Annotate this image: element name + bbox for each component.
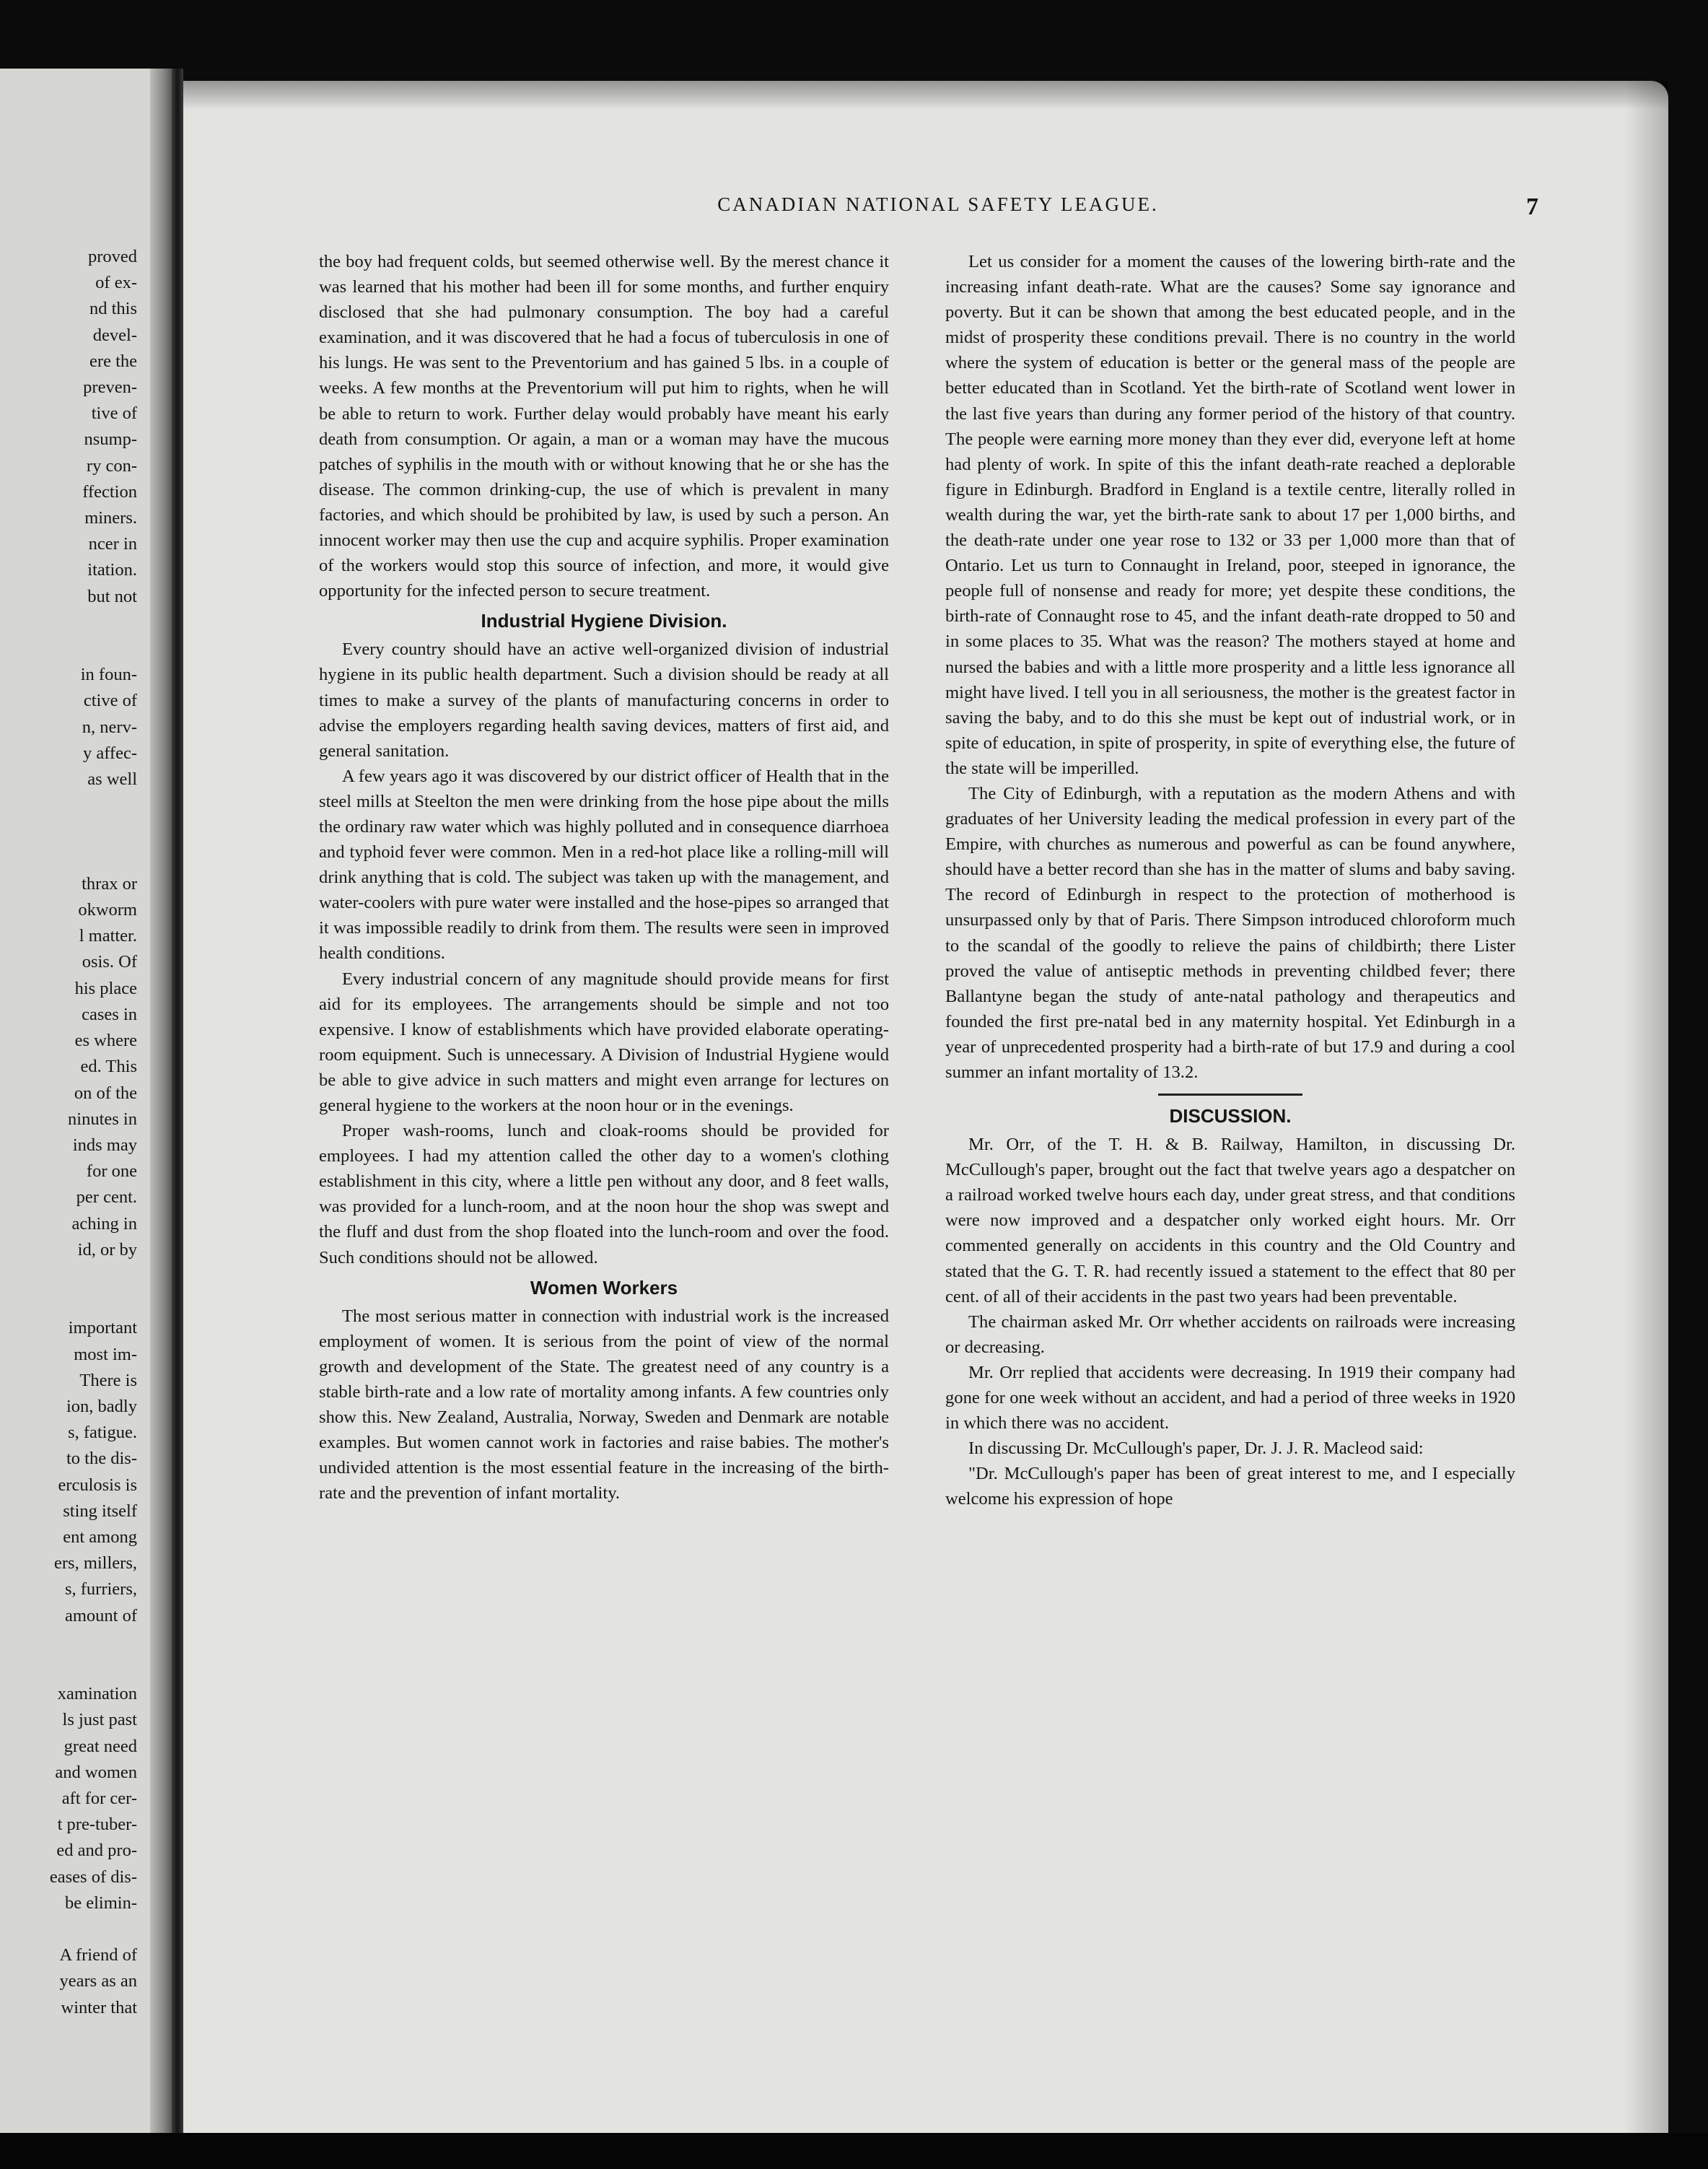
facing-page-line: ffection xyxy=(82,481,137,502)
facing-page-line: sting itself xyxy=(63,1501,137,1521)
facing-page-line: s, fatigue. xyxy=(68,1423,137,1443)
facing-page-line: n, nerv- xyxy=(82,717,137,737)
facing-page-line: as well xyxy=(87,769,137,790)
facing-page-line: ed and pro- xyxy=(56,1841,137,1861)
facing-page-line: osis. Of xyxy=(82,952,137,972)
facing-page-line: okworm xyxy=(78,900,137,920)
facing-page-line: thrax or xyxy=(82,873,137,894)
facing-page-line: tive of xyxy=(91,403,137,424)
paragraph: the boy had frequent colds, but seemed otherwise well. By the merest chance it was learned that his mother had been ill for some months, and further enquiry disclosed that she had pulmonary consumption. The boy had a careful examination, and it was discovered that he had a focus of tuberculosis in one of his lungs. He was sent to the Preventorium and has gained 5 lbs. in a couple of weeks. A few months at the Preventorium will put him to rights, when he will be able to return to work. Further delay would probably have meant his early death from consumption. Or again, a man or a woman may have the mucous patches of syphilis in the mouth with or without knowing that he or she has the disease. The common drinking-cup, the use of which is prevalent in many factories, and which should be prohibited by law, is used by such a person. An innocent worker may then use the cup and acquire syphilis. Proper examination of the workers would stop this source of infection, and more, it would give opportunity for the infected person to secure treatment. xyxy=(319,252,889,601)
paragraph: In discussing Dr. McCullough's paper, Dr. J. J. R. Macleod said: xyxy=(968,1439,1424,1459)
facing-page xyxy=(0,69,172,2133)
facing-page-line: for one xyxy=(86,1161,137,1182)
facing-page-line xyxy=(0,636,172,662)
facing-page-gutter xyxy=(150,69,172,2133)
facing-page-line: in foun- xyxy=(80,665,137,685)
paragraph: The most serious matter in connection with industrial work is the increased employment of women. It is serious from the point of view of the normal growth and development of the State. The greatest need of any country is a stable birth-rate and a low rate of mortality among infants. A few countries only show this. New Zealand, Australia, Norway, Sweden and Denmark are notable examples. But women cannot work in factories and raise babies. The mother's undivided attention is the most essential feature in the increasing of the birth-rate and the prevention of infant mortality. xyxy=(319,1306,889,1504)
facing-page-line: his place xyxy=(74,978,137,998)
facing-page-line: preven- xyxy=(83,377,137,398)
facing-page-line: great need xyxy=(63,1736,137,1756)
column-right xyxy=(945,249,1515,1512)
page-side-shadow xyxy=(1625,81,1668,2133)
facing-page-line xyxy=(0,1629,172,1655)
facing-page-line: proved xyxy=(87,247,137,266)
section-divider xyxy=(1158,1094,1302,1096)
facing-page-line: amount of xyxy=(64,1605,137,1625)
facing-page-line: t pre-tuber- xyxy=(57,1815,137,1835)
facing-page-line: ry con- xyxy=(86,455,137,476)
facing-page-line: nd this xyxy=(89,299,137,319)
facing-page-line: ed. This xyxy=(80,1057,137,1077)
page-edge-shadow xyxy=(183,81,1668,110)
facing-page-line: winter that xyxy=(61,1997,137,2017)
facing-page-line xyxy=(0,793,172,819)
paragraph: Every industrial concern of any magnitude should provide means for first aid for its employees. The arrangements should be simple and not too expensive. I know of establishments which have provided elaborate operating-room equipment. Such is unnecessary. A Division of Industrial Hygiene would be able to give advice in such matters and might even arrange for lectures on general hygiene to the workers at the noon hour or in the evenings. xyxy=(319,969,889,1115)
facing-page-line xyxy=(0,1289,172,1315)
facing-page-line: ncer in xyxy=(88,534,137,554)
facing-page-line: y affec- xyxy=(82,743,137,763)
section-heading-women-workers: Women Workers xyxy=(530,1276,678,1299)
facing-page-line: nsump- xyxy=(84,429,137,450)
paragraph: Every country should have an active well-organized division of industrial hygiene in its public health department. Such a division should be ready at all times to make a survey of the plants of manufacturing concerns in order to advise the employers regarding health saving devices, matters of first aid, and general sanitation. xyxy=(319,640,889,761)
facing-page-line xyxy=(0,1263,172,1289)
facing-page-line xyxy=(0,610,172,636)
facing-page-line xyxy=(0,1655,172,1681)
facing-page-line: but not xyxy=(87,586,137,606)
facing-page-line: xamination xyxy=(57,1684,137,1704)
facing-page-line xyxy=(0,819,172,845)
paragraph: The chairman asked Mr. Orr whether accidents on railroads were increasing or decreasing. xyxy=(945,1312,1515,1357)
facing-page-line: There is xyxy=(79,1370,137,1390)
facing-page-line: important xyxy=(68,1318,137,1338)
facing-page-line: ctive of xyxy=(83,691,137,711)
facing-page-line: ers, millers, xyxy=(54,1553,137,1574)
scan-border xyxy=(0,2133,1708,2169)
paragraph: "Dr. McCullough's paper has been of great interest to me, and I especially welcome his expression of hope xyxy=(945,1464,1515,1509)
column-left xyxy=(319,249,889,1506)
facing-page-line: miners. xyxy=(84,508,137,528)
facing-page-line: l matter. xyxy=(79,926,137,946)
facing-page-line: per cent. xyxy=(76,1187,137,1208)
facing-page-line: be elimin- xyxy=(64,1893,137,1913)
paragraph: A few years ago it was discovered by our district officer of Health that in the steel mills at Steelton the men were drinking from the hose pipe about the mills the ordinary raw water which was highly polluted and in consequence diarrhoea and typhoid fever were common. Men in a red-hot place like a rolling-mill will drink anything that is cold. The subject was taken up with the management, and water-coolers with pure water were installed and the hose-pipes so arranged that it was impossible readily to drink from them. The results were seen in improved health conditions. xyxy=(319,766,889,964)
facing-page-line: and women xyxy=(55,1762,137,1782)
facing-page-line: ent among xyxy=(63,1527,137,1547)
facing-page-line: id, or by xyxy=(77,1239,137,1260)
section-heading-discussion: DISCUSSION. xyxy=(1169,1105,1292,1127)
facing-page-line xyxy=(0,1916,172,1942)
facing-page-line: aching in xyxy=(71,1213,137,1234)
facing-page-text xyxy=(0,69,172,2021)
section-heading-industrial-hygiene: Industrial Hygiene Division. xyxy=(481,610,727,632)
paragraph: Let us consider for a moment the causes of the lowering birth-rate and the increasing infant death-rate. What are the causes? Some say ignorance and poverty. But it can be shown that among the best educated people, and in the midst of prosperity these conditions prevail. There is no country in the world where the system of education is better or the general mass of the people are better educated than in Scotland. Yet the birth-rate of Scotland went lower in the last five years than during any former period of the history of that country. The people were earning more money than they ever did, everyone left at home had plenty of work. In spite of this the infant death-rate reached a deplorable figure in Edinburgh. Bradford in England is a textile centre, literally rolled in wealth during the war, yet the birth-rate sank to about 17 per 1,000 births, and the death-rate under one year rose to 132 or 33 per 1,000 more than that of Ontario. Let us turn to Connaught in Ireland, poor, steeped in ignorance, the people full of nonsense and ready for more; yet despite these conditions, the birth-rate of Connaught rose to 45, and the infant death-rate dropped to 50 and in some places to 35. What was the reason? The mothers stayed at home and nursed the babies and with a little more prosperity and a little less ignorance all might have lived. I tell you in all seriousness, the mother is the greatest factor in saving the baby, and to do this she must be kept out of industrial work, or in spite of education, in spite of prosperity, in spite of everything else, the future of the state will be imperilled. xyxy=(945,252,1515,778)
facing-page-line: aft for cer- xyxy=(61,1788,137,1808)
facing-page-line: ls just past xyxy=(62,1710,137,1730)
facing-page-line: A friend of xyxy=(59,1945,137,1965)
facing-page-line: most im- xyxy=(74,1344,137,1364)
facing-page-line: ere the xyxy=(89,351,137,371)
facing-page-line: eases of dis- xyxy=(49,1867,137,1887)
facing-page-line: years as an xyxy=(59,1971,137,1991)
facing-page-line: s, furriers, xyxy=(64,1579,137,1600)
facing-page-line: of ex- xyxy=(95,273,137,293)
running-title: CANADIAN NATIONAL SAFETY LEAGUE. xyxy=(717,193,1159,215)
facing-page-line: inds may xyxy=(72,1135,137,1155)
paragraph: Mr. Orr replied that accidents were decreasing. In 1919 their company had gone for one week without an accident, and had a period of three weeks in 1920 in which there was no accident. xyxy=(945,1362,1515,1433)
facing-page-line: cases in xyxy=(82,1004,137,1024)
facing-page-line: itation. xyxy=(87,560,137,580)
paragraph: Mr. Orr, of the T. H. & B. Railway, Hamilton, in discussing Dr. McCullough's paper, brought out the fact that twelve years ago a despatcher on a railroad worked twelve hours each day, under great stress, and that conditions were now improved and a despatcher only worked eight hours. Mr. Orr commented generally on accidents in this country and the Old Country and stated that the G. T. R. had recently issued a statement to the effect that 80 per cent. of all of their accidents in the past two years had been preventable. xyxy=(945,1135,1515,1306)
paragraph: Proper wash-rooms, lunch and cloak-rooms should be provided for employees. I had my attention called the other day to a women's clothing establishment in this city, where a little pen without any door, and 8 feet walls, was provided for a lunch-room, and at the noon hour the shop was swept and the fluff and dust from the shop floated into the lunch-room and over the food. Such conditions should not be allowed. xyxy=(319,1121,889,1267)
book-spine xyxy=(172,69,183,2133)
facing-page-line: to the dis- xyxy=(66,1449,137,1469)
facing-page-line: ion, badly xyxy=(66,1396,137,1416)
facing-page-line: on of the xyxy=(74,1083,137,1103)
facing-page-line: ninutes in xyxy=(68,1109,137,1129)
facing-page-line: devel- xyxy=(92,325,137,345)
facing-page-line xyxy=(0,845,172,871)
page-number: 7 xyxy=(1526,193,1538,220)
paragraph: The City of Edinburgh, with a reputation as the modern Athens and with graduates of her University leading the medical profession in every part of the Empire, with churches as numerous and powerful as can be found anywhere, should have a better record than she has in the matter of slums and baby saving. The record of Edinburgh in respect to the protection of motherhood is unsurpassed only by that of Paris. There Simpson introduced chloroform much to the scandal of the goodly to relieve the pains of childbirth; there Lister proved the value of antiseptic methods in preventing childbed fever; there Ballantyne began the study of ante-natal pathology and therapeutics and founded the first pre-natal bed in any maternity hospital. Yet Edinburgh in a year of unprecedented prosperity had a birth-rate of but 17.9 and during a cool summer an infant mortality of 13.2. xyxy=(945,783,1515,1082)
facing-page-line: es where xyxy=(74,1031,137,1051)
facing-page-line: erculosis is xyxy=(58,1475,137,1495)
